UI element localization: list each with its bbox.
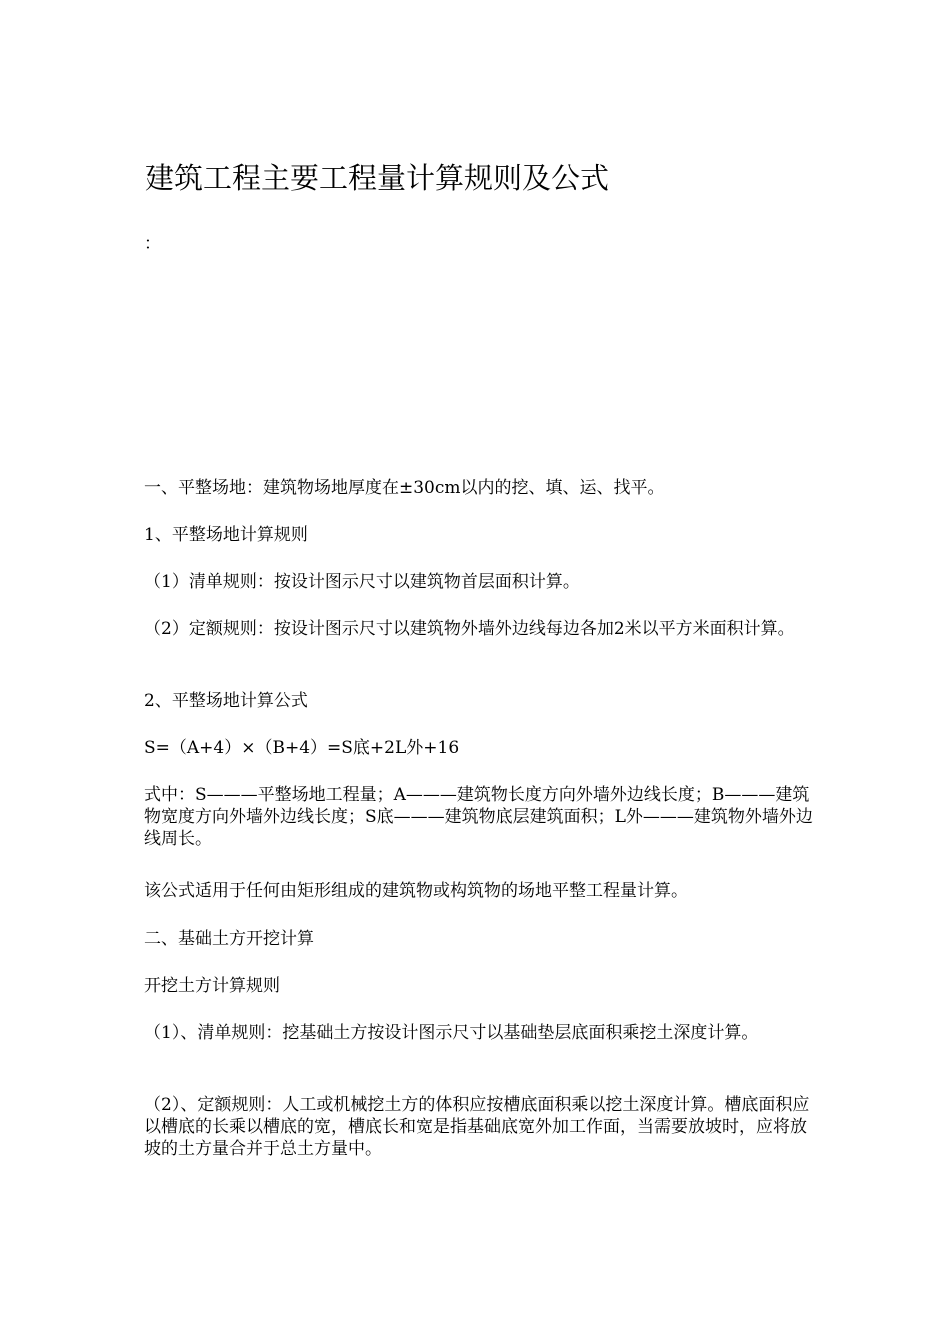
paragraph-excavation-quota-rule: （2）、定额规则：人工或机械挖土方的体积应按槽底面积乘以挖土深度计算。槽底面积应以槽底的长乘以槽底的宽，槽底长和宽是指基础底宽外加工作面，当需要放坡时，应将放坡的土方量合并于总土方量中。 <box>144 1095 810 1159</box>
subheading-excavation-rules: 开挖土方计算规则 <box>144 976 280 996</box>
subheading-leveling-rules: 1、平整场地计算规则 <box>144 525 308 545</box>
section-heading-leveling: 一、平整场地：建筑物场地厚度在±30cm以内的挖、填、运、找平。 <box>144 478 665 498</box>
paragraph-list-rule: （1）清单规则：按设计图示尺寸以建筑物首层面积计算。 <box>144 572 580 592</box>
section-heading-excavation: 二、基础土方开挖计算 <box>144 929 314 949</box>
paragraph-formula-legend: 式中：S———平整场地工程量；A———建筑物长度方向外墙外边线长度；B———建筑物宽度方向外墙外边线长度；S底———建筑物底层建筑面积；L外———建筑物外墙外边线周长。 <box>144 785 813 849</box>
formula: S=（A+4）×（B+4）=S底+2L外+16 <box>144 738 460 758</box>
subheading-leveling-formula: 2、平整场地计算公式 <box>144 691 308 711</box>
paragraph-excavation-list-rule: （1）、清单规则：挖基础土方按设计图示尺寸以基础垫层底面积乘挖土深度计算。 <box>144 1023 759 1043</box>
subtitle-mark: ： <box>144 234 161 254</box>
paragraph-quota-rule: （2）定额规则：按设计图示尺寸以建筑物外墙外边线每边各加2米以平方米面积计算。 <box>144 619 795 639</box>
paragraph-formula-scope: 该公式适用于任何由矩形组成的建筑物或构筑物的场地平整工程量计算。 <box>144 881 688 901</box>
document-title: 建筑工程主要工程量计算规则及公式 <box>145 161 610 195</box>
